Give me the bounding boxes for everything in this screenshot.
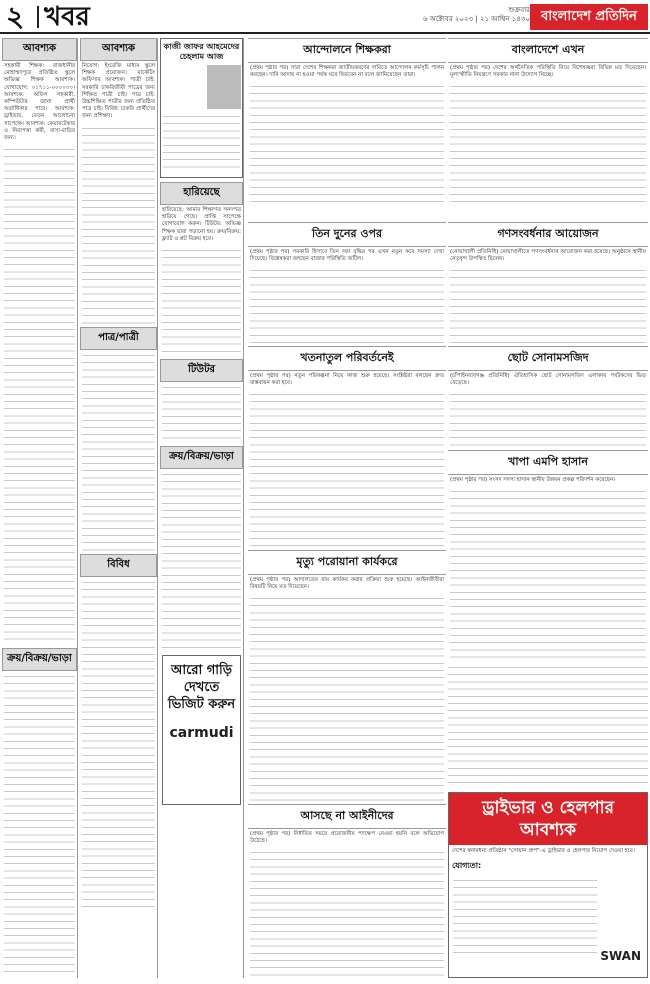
- ad-body-lines: [453, 877, 597, 957]
- classified-body: [162, 384, 241, 444]
- news-body-lines: [250, 595, 444, 805]
- news-body-lines: [450, 391, 646, 451]
- news-story: [248, 550, 446, 800]
- classified-heading: ক্রয়/বিক্রয়/ভাড়া: [160, 446, 243, 469]
- news-body-lines: [450, 488, 646, 658]
- classified-body: [4, 146, 75, 646]
- classified-heading: পাত্র/পাত্রী: [80, 327, 157, 350]
- obituary-title: কাজী জাফর আহমেদের চেহলাম আজ: [163, 41, 240, 61]
- news-story: [248, 222, 446, 342]
- classified-heading: টিউটর: [160, 359, 243, 382]
- news-body-lines: [250, 849, 444, 979]
- news-headline: খাপা এমপি হাসান: [448, 450, 648, 475]
- news-body: (প্রথম পৃষ্ঠার পর) সংসদ সদস্য হাসান স্থানীয় উন্নয়ন প্রকল্প পরিদর্শন করেছেন।: [450, 477, 616, 483]
- news-story: [248, 346, 446, 546]
- page-number: ২: [6, 0, 25, 33]
- news-headline: আন্দোলনে শিক্ষকরা: [248, 38, 446, 63]
- obituary-text: [163, 113, 240, 173]
- date-label: ৬ অক্টোবর ২০২৩ | ২১ আশ্বিন ১৪৩০: [423, 15, 530, 23]
- classified-text: নিয়োগ: ইংরেজি মাধ্যম স্কুলে শিক্ষক প্রয়োজন। মার্কেটিং অফিসার আবশ্যক। পাত্রী চাই: সরকারি চাকরিজীবী পাত্রের জন্য শিক্ষিত পাত্রী চাই। পাত্র চাই: উচ্চশিক্ষিত পাত্রীর জন্য প্রতিষ্ঠিত পাত্র চাই। বিবিধ: চাকরি প্রার্থীদের জন্য প্রশিক্ষণ।: [82, 63, 155, 120]
- news-body-lines: [450, 83, 646, 203]
- news-headline: বাংলাদেশে এখন: [448, 38, 648, 63]
- classified-heading: আবশ্যক: [80, 38, 157, 61]
- news-headline: আসছে না আইনীদের: [248, 804, 446, 829]
- news-body-lines: [450, 267, 646, 347]
- news-story: [448, 38, 648, 218]
- ad-title: ড্রাইভার ও হেলপার আবশ্যক: [449, 793, 647, 845]
- page-header: [0, 0, 650, 34]
- section-title: খবর: [44, 2, 90, 32]
- news-body: (প্রথম পৃষ্ঠার পর) নির্ধারিত সময়ে প্রয়োজনীয় পদক্ষেপ নেওয়া হয়নি বলে অভিযোগ উঠেছে।: [250, 831, 444, 845]
- news-story: [248, 804, 446, 978]
- header-divider: [37, 6, 39, 28]
- news-headline: গণসংবর্ধনার আয়োজন: [448, 222, 648, 247]
- news-story: [448, 450, 648, 660]
- news-area: [248, 38, 648, 978]
- classified-heading: ক্রয়/বিক্রয়/ভাড়া: [2, 648, 77, 671]
- classified-text: হারিয়েছে: আমার শিক্ষাগত সনদপত্র হারিয়ে গেছে। প্রাপ্তি সাপেক্ষে যোগাযোগ করুন। টিউটর: অভিজ্ঞ শিক্ষক দ্বারা পড়ানো হয়। ক্রয়/বিক্রয়: ফ্ল্যাট ও প্লট বিক্রয় হবে।: [162, 207, 241, 242]
- obituary-box: [160, 38, 243, 178]
- news-body: (চাঁপাইনবাবগঞ্জ প্রতিনিধি) ঐতিহাসিক ছোট সোনামসজিদ এলাকায় পর্যটকদের ভিড় বেড়েছে।: [450, 373, 646, 387]
- classified-col-2: [80, 38, 158, 978]
- news-body-lines: [448, 664, 648, 788]
- news-body: (প্রথম পৃষ্ঠার পর) দেশের অর্থনৈতিক পরিস্থিতি নিয়ে বিশেষজ্ঞরা বিভিন্ন মত দিয়েছেন। মূল্যস্ফীতি নিয়ন্ত্রণে সরকার নানা উদ্যোগ নিচ্ছে।: [450, 65, 646, 79]
- news-body: (প্রথম পৃষ্ঠার পর) নতুন পরিকল্পনা নিয়ে কাজ শুরু হয়েছে। সংশ্লিষ্টরা বলছেন দ্রুত বাস্তবায়ন করা হবে।: [250, 373, 444, 387]
- news-body-lines: [250, 83, 444, 203]
- classified-text: সহকারী শিক্ষক: রাজধানীর মোহাম্মদপুরে প্রতিষ্ঠিত স্কুলে অভিজ্ঞ শিক্ষক আবশ্যক। যোগাযোগ: ০১৭১১-০০০০০০। আবশ্যক: অফিস সহকারী, কম্পিউটার জানা প্রার্থী অগ্রাধিকার পাবে। আবশ্যক: ড্রাইভার, বেতন আলোচনা সাপেক্ষে। আবশ্যক: কেয়ারটেকার ও নিরাপত্তা কর্মী, বাসা-বাড়ির জন্য।: [4, 63, 75, 142]
- classified-body: [162, 471, 241, 651]
- news-headline: মৃত্যু পরোয়ানা কার্যকরে: [248, 550, 446, 575]
- news-story: [448, 346, 648, 446]
- classified-body: [82, 125, 155, 325]
- car-ad-text: আরো গাড়ি দেখতে ভিজিট করুন: [167, 663, 236, 713]
- classified-heading: আবশ্যক: [2, 38, 77, 61]
- classified-heading: হারিয়েছে: [160, 182, 243, 205]
- news-body: (প্রথম পৃষ্ঠার পর) সারা দেশের শিক্ষকরা জাতীয়করণের দাবিতে আন্দোলন কর্মসূচি পালন করছেন। দাবি আদায় না হওয়া পর্যন্ত ঘরে ফিরবেন না বলে জানিয়েছেন তারা।: [250, 65, 444, 79]
- classified-body: [82, 579, 155, 909]
- car-ad[interactable]: [162, 655, 241, 805]
- day-label: শুক্রবার: [508, 6, 530, 14]
- car-ad-brand: carmudi: [169, 725, 234, 742]
- classified-body: [162, 247, 241, 357]
- news-body: (নোয়াখালী প্রতিনিধি) নোয়াখালীতে গণসংবর্ধনার আয়োজন করা হয়েছে। অনুষ্ঠানে স্থানীয় নেতৃবৃন্দ উপস্থিত ছিলেন।: [450, 249, 646, 263]
- news-body: (প্রথম পৃষ্ঠার পর) আদালতের রায় কার্যকর করার প্রক্রিয়া শুরু হয়েছে। আইনজীবীরা বিষয়টি নিয়ে মত দিয়েছেন।: [250, 577, 444, 591]
- news-body-lines: [250, 267, 444, 347]
- news-story: [248, 38, 446, 218]
- classified-col-1: [2, 38, 78, 978]
- driver-helper-ad[interactable]: [448, 792, 648, 978]
- dateline: [390, 6, 530, 24]
- obituary-photo: [207, 65, 241, 109]
- ad-requirements-label: যোগ্যতা:: [452, 861, 482, 871]
- news-story: [448, 222, 648, 342]
- news-body: (প্রথম পৃষ্ঠার পর) সরকারি হিসাবে তিন দফা বৃদ্ধির পর এখন নতুন করে সমস্যা দেখা দিয়েছে। বিশ্লেষকরা বলছেন বাজার পরিস্থিতি জটিল।: [250, 249, 444, 263]
- classified-body: [4, 673, 75, 973]
- news-headline: ছোট সোনামসজিদ: [448, 346, 648, 371]
- news-body-lines: [250, 391, 444, 551]
- classified-heading: বিবিধ: [80, 554, 157, 577]
- ad-body: দেশের স্বনামধন্য প্রতিষ্ঠান "সোয়ান গ্রুপ"-এ ড্রাইভার ও হেলপার নিয়োগ দেওয়া হবে।: [452, 848, 635, 854]
- classified-col-3: [160, 38, 244, 978]
- newspaper-brand: বাংলাদেশ প্রতিদিন: [530, 4, 648, 30]
- news-headline: তিন দুনের ওপর: [248, 222, 446, 247]
- ad-brand-logo: SWAN: [600, 949, 641, 963]
- classified-body: [82, 352, 155, 552]
- news-headline: খতনাতুল পরিবর্তনেই: [248, 346, 446, 371]
